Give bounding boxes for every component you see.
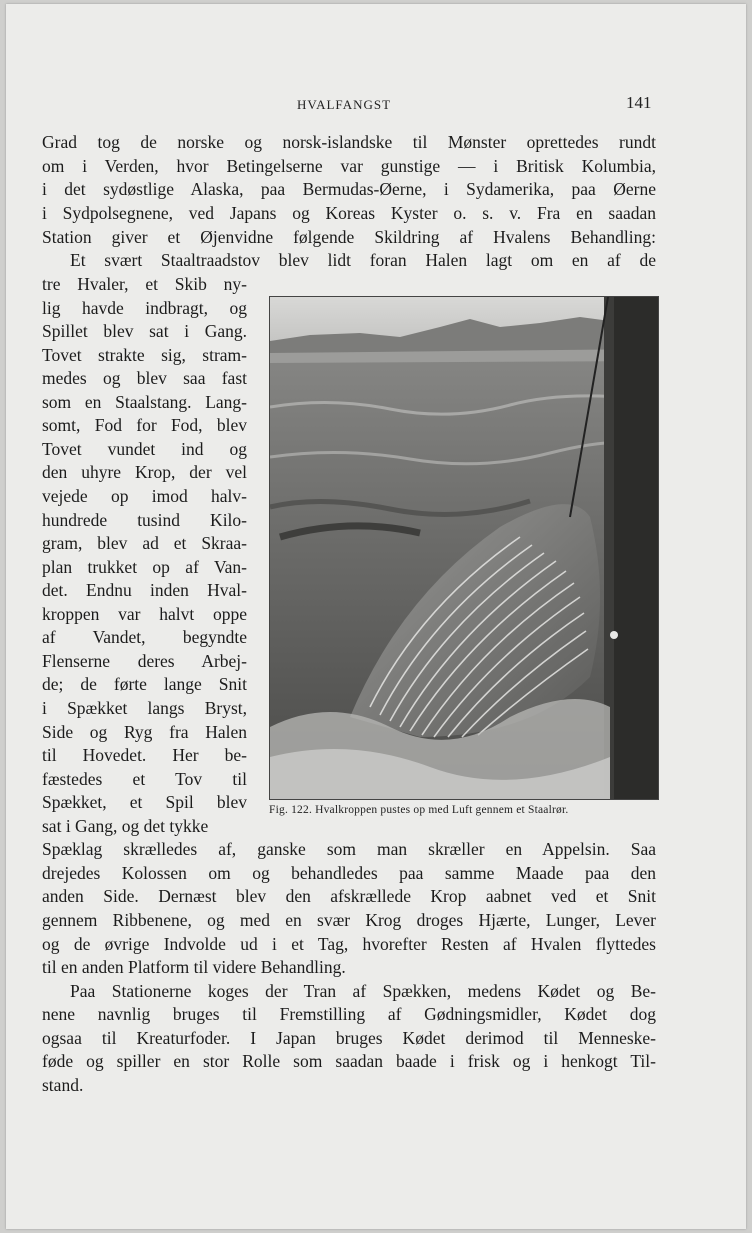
text-line: føde og spiller en stor Rolle som saadan baade i frisk og i henkogt Til- (42, 1051, 656, 1071)
text-line: Paa Stationerne koges der Tran af Spækken, medens Kødet og Be- (70, 981, 656, 1001)
column-line: gram, blev ad et Skraa- (42, 533, 247, 553)
column-line: Flenserne deres Arbej- (42, 651, 247, 671)
text-line: nene navnlig bruges til Fremstilling af Gødningsmidler, Kødet dog (42, 1004, 656, 1024)
column-line: Tovet vundet ind og (42, 439, 247, 459)
text-line: Et svært Staaltraadstov blev lidt foran Halen lagt om en af de (70, 250, 656, 270)
column-line: hundrede tusind Kilo- (42, 510, 247, 530)
column-line: sat i Gang, og det tykke (42, 816, 209, 836)
column-line: tre Hvaler, et Skib ny- (42, 274, 247, 294)
column-line: Side og Ryg fra Halen (42, 722, 247, 742)
column-line: Spillet blev sat i Gang. (42, 321, 247, 341)
column-line: plan trukket op af Van- (42, 557, 247, 577)
text-line: i det sydøstlige Alaska, paa Bermudas-Øerne, i Sydamerika, paa Øerne (42, 179, 656, 199)
whale-photo-illustration (270, 297, 658, 799)
text-line: ogsaa til Kreaturfoder. I Japan bruges Kødet derimod til Menneske- (42, 1028, 656, 1048)
column-line: som en Staalstang. Lang- (42, 392, 247, 412)
running-title: HVALFANGST (297, 97, 392, 112)
text-line: drejedes Kolossen om og behandledes paa samme Maade paa den (42, 863, 656, 883)
column-line: Spækket, et Spil blev (42, 792, 247, 812)
column-line: til Hovedet. Her be- (42, 745, 247, 765)
text-line: stand. (42, 1075, 84, 1095)
text-line: anden Side. Dernæst blev den afskrællede Krop aabnet ved et Snit (42, 886, 656, 906)
figure-caption: Fig. 122. Hvalkroppen pustes op med Luft gennem et Staalrør. (269, 804, 569, 816)
text-line: og de øvrige Indvolde ud i et Tag, hvorefter Resten af Hvalen flyttedes (42, 934, 656, 954)
text-line: gennem Ribbenene, og med en svær Krog droges Hjærte, Lunger, Lever (42, 910, 656, 930)
text-line: Spæklag skrælledes af, ganske som man skræller en Appelsin. Saa (42, 839, 656, 859)
text-line: Grad tog de norske og norsk-islandske til Mønster oprettedes rundt (42, 132, 656, 152)
whale-photograph (269, 296, 659, 800)
column-line: kroppen var halvt oppe (42, 604, 247, 624)
column-line: vejede op imod halv- (42, 486, 247, 506)
text-line: Station giver et Øjenvidne følgende Skildring af Hvalens Behandling: (42, 227, 656, 247)
column-line: Tovet strakte sig, stram- (42, 345, 247, 365)
column-line: fæstedes et Tov til (42, 769, 247, 789)
text-line: i Sydpolsegnene, ved Japans og Koreas Kyster o. s. v. Fra en saadan (42, 203, 656, 223)
text-line: til en anden Platform til videre Behandling. (42, 957, 346, 977)
column-line: de; de førte lange Snit (42, 674, 247, 694)
column-line: somt, Fod for Fod, blev (42, 415, 247, 435)
column-line: i Spækket langs Bryst, (42, 698, 247, 718)
column-line: den uhyre Krop, der vel (42, 462, 247, 482)
column-line: medes og blev saa fast (42, 368, 247, 388)
text-line: om i Verden, hvor Betingelserne var gunstige — i Britisk Kolumbia, (42, 156, 656, 176)
column-line: det. Endnu inden Hval- (42, 580, 247, 600)
book-page (6, 4, 746, 1229)
column-line: lig havde indbragt, og (42, 298, 247, 318)
column-line: af Vandet, begyndte (42, 627, 247, 647)
page-number: 141 (626, 93, 652, 112)
